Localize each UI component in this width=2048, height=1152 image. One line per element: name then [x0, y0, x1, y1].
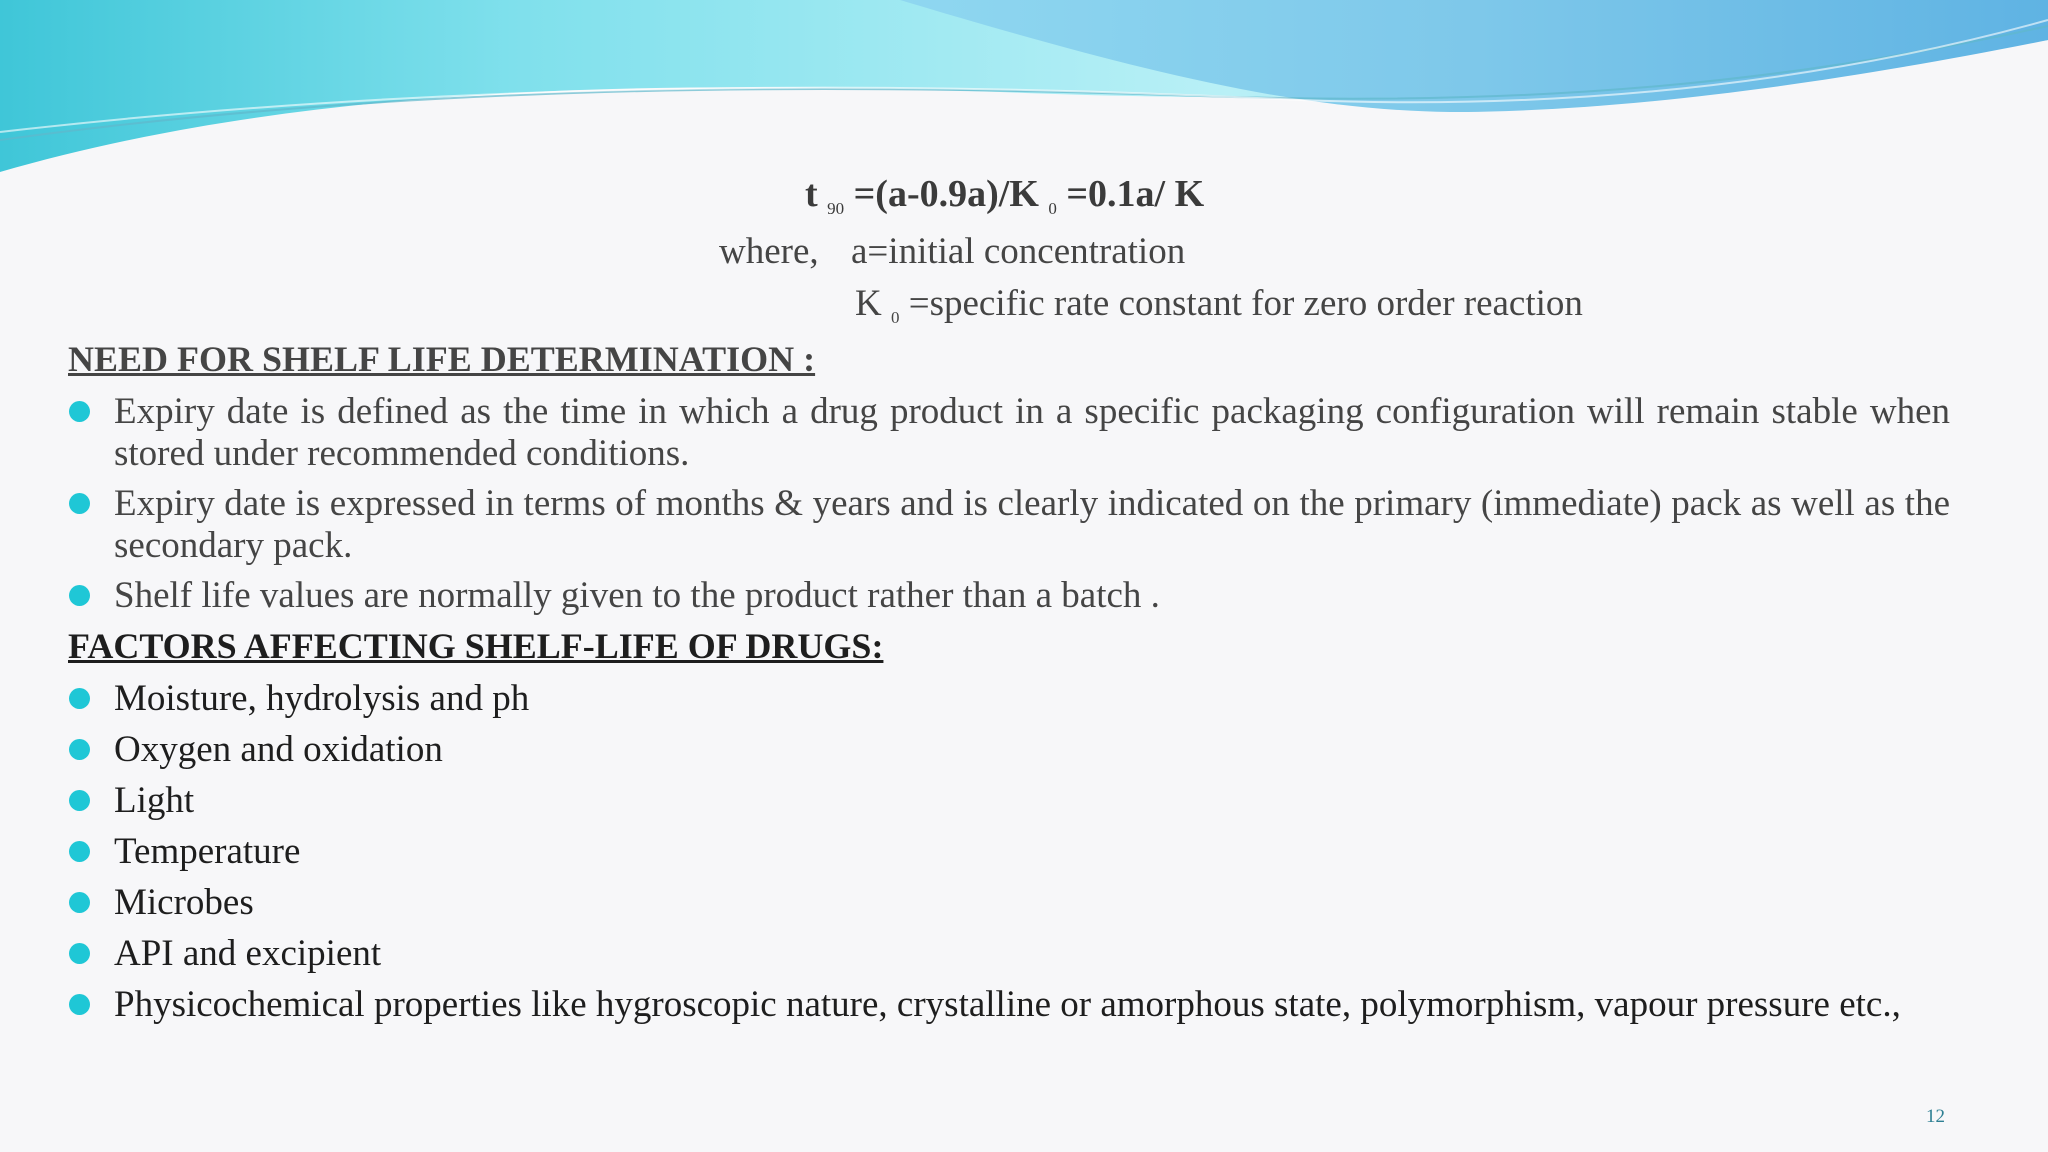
k0-definition — [855, 282, 1583, 328]
bullet-dot-icon — [69, 688, 90, 709]
list-item — [68, 780, 1950, 822]
list-item-text: Microbes — [114, 882, 254, 923]
list-item — [68, 575, 1950, 617]
list-item — [68, 933, 1950, 975]
bullet-dot-icon — [69, 739, 90, 760]
k0-symbol: K — [855, 283, 882, 324]
t90-formula — [805, 172, 1204, 219]
need-shelf-life-heading: NEED FOR SHELF LIFE DETERMINATION : — [68, 339, 816, 379]
where-label: where, — [719, 231, 819, 272]
k0-subscript: 0 — [890, 308, 900, 327]
need-shelf-life-list — [68, 391, 1950, 625]
list-item-text: Oxygen and oxidation — [114, 729, 443, 770]
factors-list — [68, 678, 1950, 1035]
bullet-dot-icon — [69, 493, 90, 514]
formula-t: t — [805, 173, 818, 215]
bullet-dot-icon — [69, 994, 90, 1015]
factors-heading: FACTORS AFFECTING SHELF-LIFE OF DRUGS: — [68, 626, 884, 666]
list-item-text: Temperature — [114, 831, 301, 872]
list-item-text: Light — [114, 780, 195, 821]
list-item-text: Moisture, hydrolysis and ph — [114, 678, 530, 719]
a-definition: a=initial concentration — [851, 231, 1186, 272]
bullet-dot-icon — [69, 841, 90, 862]
list-item-text: Physicochemical properties like hygroscopic nature, crystalline or amorphous state, polymorphism, vapour pressure etc., — [114, 984, 1901, 1025]
list-item — [68, 882, 1950, 924]
list-item — [68, 483, 1950, 567]
header-wave-decoration — [0, 0, 2048, 190]
formula-t-subscript: 90 — [827, 199, 845, 218]
list-item — [68, 729, 1950, 771]
list-item-text: Expiry date is expressed in terms of months & years and is clearly indicated on the primary (immediate) pack as well as the secondary pack. — [114, 483, 1950, 566]
list-item-text: API and excipient — [114, 933, 382, 974]
list-item-text: Shelf life values are normally given to the product rather than a batch . — [114, 575, 1160, 616]
list-item — [68, 391, 1950, 475]
formula-middle: =(a-0.9a)/K — [853, 173, 1039, 215]
bullet-dot-icon — [69, 943, 90, 964]
list-item — [68, 984, 1950, 1026]
list-item — [68, 831, 1950, 873]
page-number: 12 — [1926, 1106, 1945, 1127]
bullet-dot-icon — [69, 401, 90, 422]
k0-text: =specific rate constant for zero order reaction — [908, 283, 1583, 324]
bullet-dot-icon — [69, 892, 90, 913]
bullet-dot-icon — [69, 790, 90, 811]
list-item-text: Expiry date is defined as the time in which a drug product in a specific packaging configuration will remain stable when stored under recommended conditions. — [114, 391, 1950, 474]
list-item — [68, 678, 1950, 720]
bullet-dot-icon — [69, 585, 90, 606]
formula-k-subscript: 0 — [1048, 199, 1057, 218]
formula-tail: =0.1a/ K — [1066, 173, 1205, 215]
